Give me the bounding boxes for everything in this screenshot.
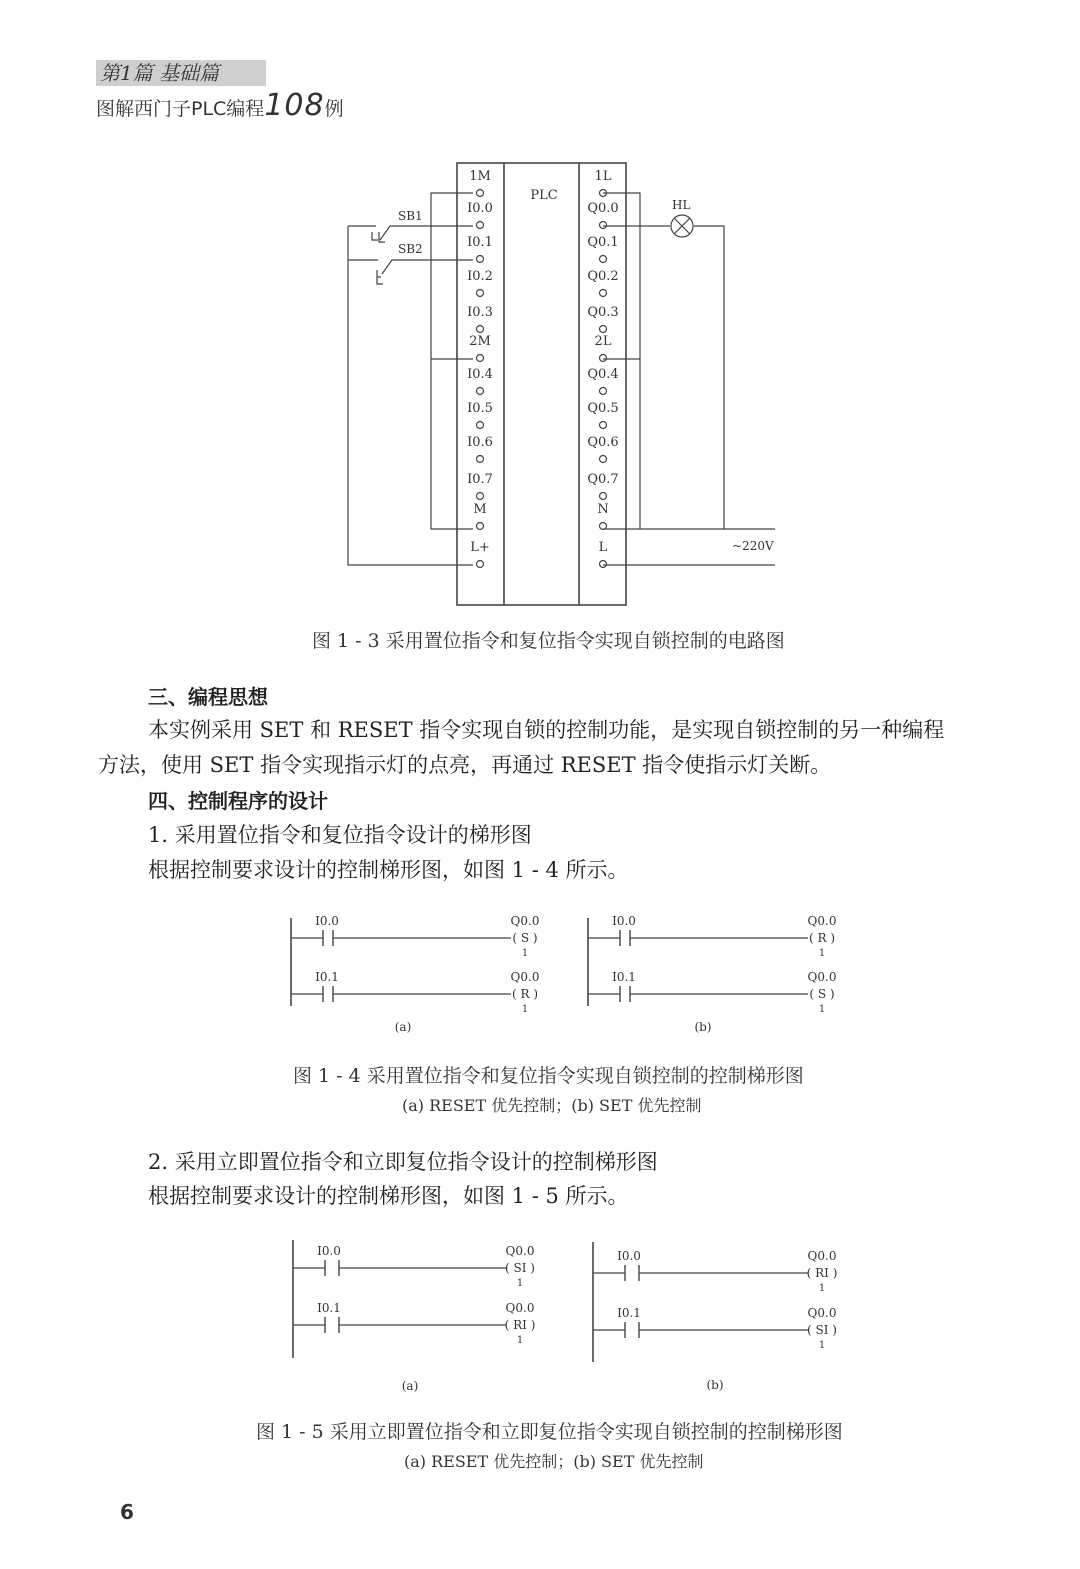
coil-instruction: ( S ) bbox=[809, 987, 835, 1001]
right-pin-label: 1L bbox=[594, 169, 612, 184]
contact-address: I0.0 bbox=[612, 914, 636, 928]
right-pin-terminal bbox=[600, 561, 607, 568]
coil-address: Q0.0 bbox=[510, 914, 540, 928]
coil-address: Q0.0 bbox=[505, 1301, 535, 1315]
section3-heading: 三、编程思想 bbox=[148, 685, 268, 709]
coil-instruction: ( S ) bbox=[512, 931, 538, 945]
left-pin-label: I0.2 bbox=[467, 269, 493, 284]
fig14a-label: (a) bbox=[394, 1020, 412, 1034]
coil-count: 1 bbox=[818, 1283, 826, 1294]
sb1-wire bbox=[380, 226, 473, 240]
right-pin-terminal bbox=[600, 326, 607, 333]
right-pin-label: L bbox=[598, 540, 608, 555]
left-pin-label: 1M bbox=[469, 169, 491, 184]
right-pin-label: Q0.5 bbox=[587, 401, 619, 416]
coil-count: 1 bbox=[516, 1335, 524, 1346]
lamp-return-wire bbox=[694, 226, 724, 529]
right-pin-terminal bbox=[600, 290, 607, 297]
section4-sub1: 1. 采用置位指令和复位指令设计的梯形图 bbox=[148, 823, 532, 847]
left-pin-terminal bbox=[477, 493, 484, 500]
fig13-caption: 图 1 - 3 采用置位指令和复位指令实现自锁控制的电路图 bbox=[312, 630, 785, 652]
right-pin-label: Q0.4 bbox=[587, 367, 619, 382]
fig15-caption: 图 1 - 5 采用立即置位指令和立即复位指令实现自锁控制的控制梯形图 bbox=[256, 1421, 843, 1443]
left-pin-terminal bbox=[477, 355, 484, 362]
left-pin-terminal bbox=[477, 326, 484, 333]
left-pin-label: I0.1 bbox=[467, 235, 493, 250]
left-pin-terminal bbox=[477, 456, 484, 463]
coil-count: 1 bbox=[818, 1340, 826, 1351]
left-pin-label: 2M bbox=[469, 334, 491, 349]
wiring-diagram bbox=[0, 0, 1080, 620]
left-pin-terminal bbox=[477, 523, 484, 530]
coil-instruction: ( RI ) bbox=[806, 1266, 838, 1280]
right-pin-terminal bbox=[600, 493, 607, 500]
right-pin-terminal bbox=[600, 456, 607, 463]
coil-count: 1 bbox=[818, 948, 826, 959]
coil-instruction: ( SI ) bbox=[807, 1323, 837, 1337]
plc-outer-box bbox=[457, 163, 626, 605]
lplus-wire bbox=[348, 226, 473, 565]
left-pin-label: I0.4 bbox=[467, 367, 493, 382]
contact-address: I0.1 bbox=[612, 970, 636, 984]
plc-label: PLC bbox=[530, 188, 558, 203]
coil-instruction: ( R ) bbox=[808, 931, 836, 945]
contact-address: I0.0 bbox=[315, 914, 339, 928]
fig15a-label: (a) bbox=[401, 1379, 419, 1393]
part-tag: 第1篇 基础篇 bbox=[96, 60, 266, 86]
fig15b-diagram bbox=[593, 1242, 837, 1392]
contact-address: I0.0 bbox=[617, 1249, 641, 1263]
coil-instruction: ( RI ) bbox=[504, 1318, 536, 1332]
right-pin-label: Q0.0 bbox=[587, 201, 619, 216]
coil-instruction: ( SI ) bbox=[505, 1261, 535, 1275]
left-pin-label: L+ bbox=[470, 540, 490, 555]
coil-address: Q0.0 bbox=[807, 1306, 837, 1320]
right-pin-terminal bbox=[600, 355, 607, 362]
section4-sub1-text: 根据控制要求设计的控制梯形图，如图 1 - 4 所示。 bbox=[148, 858, 629, 882]
left-pin-label: I0.3 bbox=[467, 305, 493, 320]
lamp-label: HL bbox=[672, 198, 691, 212]
right-pin-column bbox=[587, 169, 618, 568]
right-pin-label: 2L bbox=[594, 334, 612, 349]
contact-address: I0.1 bbox=[617, 1306, 641, 1320]
left-pin-terminal bbox=[477, 190, 484, 197]
supply-label: ~220V bbox=[732, 539, 774, 553]
right-pin-terminal bbox=[600, 388, 607, 395]
section3-line2: 方法，使用 SET 指令实现指示灯的点亮，再通过 RESET 指令使指示灯关断。 bbox=[98, 753, 832, 777]
fig14b-diagram bbox=[588, 914, 836, 1034]
page-number: 6 bbox=[120, 1500, 134, 1524]
section3-line1: 本实例采用 SET 和 RESET 指令实现自锁的控制功能，是实现自锁控制的另一种编程 bbox=[148, 718, 945, 742]
book-title-prefix: 图解西门子PLC编程 bbox=[96, 98, 265, 120]
right-pin-label: N bbox=[597, 502, 609, 517]
coil-address: Q0.0 bbox=[510, 970, 540, 984]
coil-address: Q0.0 bbox=[807, 1249, 837, 1263]
left-pin-label: I0.7 bbox=[467, 472, 493, 487]
contact-address: I0.1 bbox=[317, 1301, 341, 1315]
coil-count: 1 bbox=[521, 1004, 529, 1015]
fig15b-label: (b) bbox=[706, 1378, 724, 1392]
sb2-label: SB2 bbox=[398, 242, 423, 256]
left-pin-label: I0.0 bbox=[467, 201, 493, 216]
right-pin-terminal bbox=[600, 422, 607, 429]
fig14-subcaption: (a) RESET 优先控制；(b) SET 优先控制 bbox=[402, 1096, 702, 1115]
left-pin-label: I0.5 bbox=[467, 401, 493, 416]
fig15-subcaption: (a) RESET 优先控制；(b) SET 优先控制 bbox=[404, 1452, 704, 1471]
sb1-actuator-icon bbox=[372, 232, 378, 240]
coil-address: Q0.0 bbox=[505, 1244, 535, 1258]
left-pin-terminal bbox=[477, 388, 484, 395]
right-pin-terminal bbox=[600, 256, 607, 263]
coil-address: Q0.0 bbox=[807, 914, 837, 928]
left-pin-label: M bbox=[473, 502, 487, 517]
right-pin-label: Q0.3 bbox=[587, 305, 619, 320]
fig15a-diagram bbox=[293, 1240, 535, 1393]
left-pin-terminal bbox=[477, 561, 484, 568]
left-pin-terminal bbox=[477, 422, 484, 429]
sb2-wire bbox=[382, 260, 473, 274]
right-pin-label: Q0.6 bbox=[587, 435, 619, 450]
coil-count: 1 bbox=[516, 1278, 524, 1289]
fig14-ladder bbox=[0, 900, 1080, 1050]
section4-heading: 四、控制程序的设计 bbox=[148, 789, 328, 813]
coil-address: Q0.0 bbox=[807, 970, 837, 984]
section4-sub2-text: 根据控制要求设计的控制梯形图，如图 1 - 5 所示。 bbox=[148, 1184, 629, 1208]
right-pin-label: Q0.1 bbox=[587, 235, 619, 250]
sb1-label: SB1 bbox=[398, 209, 423, 223]
coil-count: 1 bbox=[521, 948, 529, 959]
section4-sub2: 2. 采用立即置位指令和立即复位指令设计的控制梯形图 bbox=[148, 1150, 658, 1174]
left-pin-terminal bbox=[477, 222, 484, 229]
fig14b-label: (b) bbox=[694, 1020, 712, 1034]
book-title-number: 108 bbox=[264, 88, 325, 123]
fig14-caption: 图 1 - 4 采用置位指令和复位指令实现自锁控制的控制梯形图 bbox=[293, 1065, 804, 1087]
right-pin-label: Q0.7 bbox=[587, 472, 619, 487]
right-pin-terminal bbox=[600, 222, 607, 229]
left-pin-terminal bbox=[477, 290, 484, 297]
right-pin-label: Q0.2 bbox=[587, 269, 619, 284]
left-pin-terminal bbox=[477, 256, 484, 263]
contact-address: I0.0 bbox=[317, 1244, 341, 1258]
contact-address: I0.1 bbox=[315, 970, 339, 984]
sb2-button-icon bbox=[377, 270, 383, 284]
book-title-suffix: 例 bbox=[324, 98, 344, 120]
left-pin-label: I0.6 bbox=[467, 435, 493, 450]
fig15-ladder bbox=[0, 1228, 1080, 1398]
coil-instruction: ( R ) bbox=[511, 987, 539, 1001]
left-pin-column bbox=[467, 169, 493, 568]
coil-count: 1 bbox=[818, 1004, 826, 1015]
fig14a-diagram bbox=[291, 914, 539, 1034]
